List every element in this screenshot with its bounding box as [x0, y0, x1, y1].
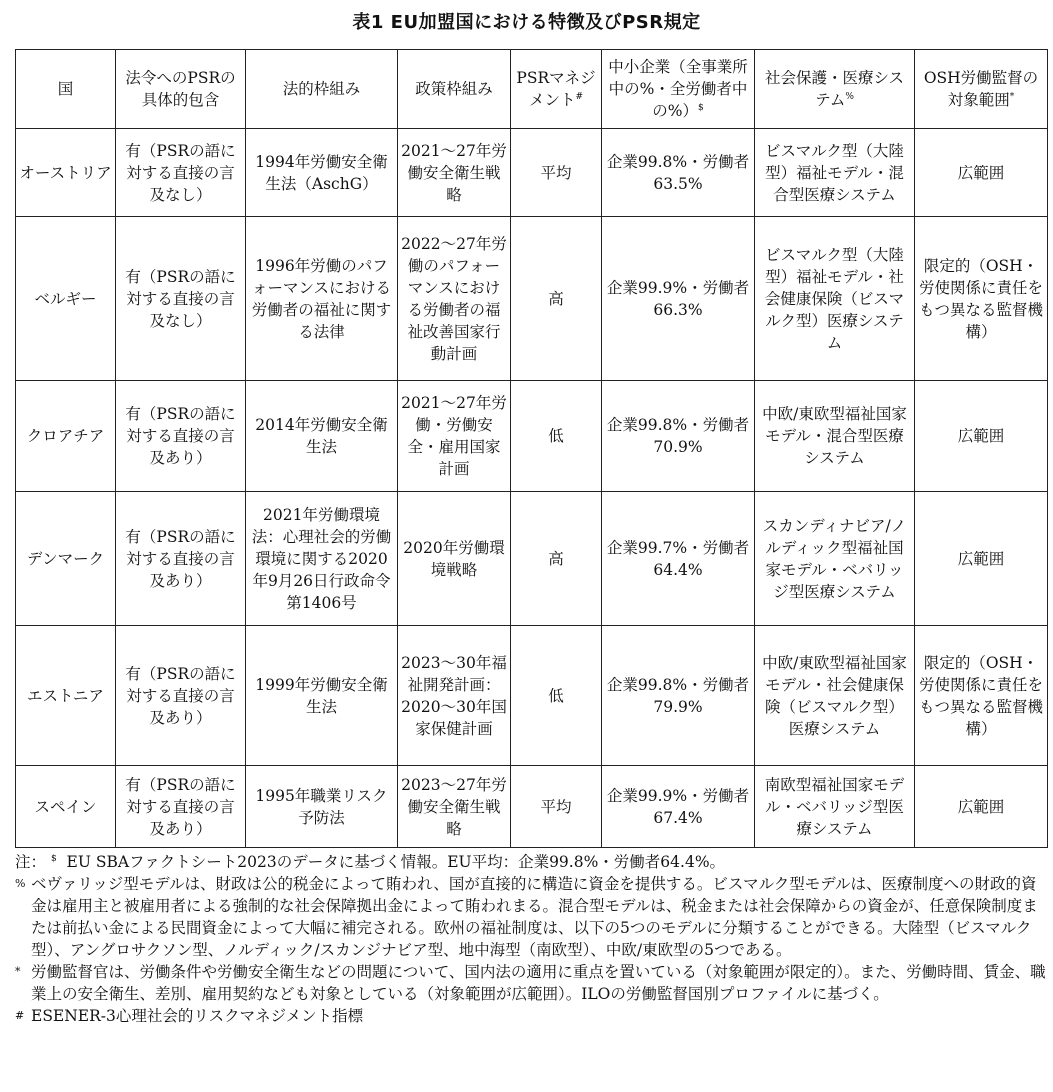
cell-osh-scope: 限定的（OSH・労使関係に責任をもつ異なる監督機構） [915, 626, 1048, 766]
table-notes [15, 851, 1047, 1027]
footnote-mark: % [15, 877, 26, 890]
cell-legal-framework: 1995年職業リスク予防法 [246, 766, 398, 848]
header-row [16, 50, 1048, 129]
cell-psr-inclusion: 有（PSRの語に対する直接の言及あり） [116, 381, 246, 492]
cell-psr-management: 低 [511, 626, 602, 766]
psr-table [15, 49, 1048, 848]
table-row [16, 217, 1048, 381]
cell-sme: 企業99.9%・労働者66.3% [602, 217, 755, 381]
header-sme: 中小企業（全事業所中の%・全労働者中の%）$ [602, 50, 755, 129]
cell-psr-inclusion: 有（PSRの語に対する直接の言及あり） [116, 492, 246, 626]
header-policy-framework: 政策枠組み [398, 50, 511, 129]
cell-country: デンマーク [16, 492, 116, 626]
table-row [16, 492, 1048, 626]
footnote-mark: % [845, 91, 854, 102]
cell-psr-management: 平均 [511, 129, 602, 217]
cell-psr-management: 平均 [511, 766, 602, 848]
footnote-mark: $ [698, 102, 704, 113]
cell-policy-framework: 2023～30年福祉開発計画：2020～30年国家保健計画 [398, 626, 511, 766]
cell-legal-framework: 2014年労働安全衛生法 [246, 381, 398, 492]
cell-policy-framework: 2022～27年労働のパフォーマンスにおける労働者の福祉改善国家行動計画 [398, 217, 511, 381]
cell-sme: 企業99.8%・労働者70.9% [602, 381, 755, 492]
cell-country: ベルギー [16, 217, 116, 381]
header-legal-framework: 法的枠組み [246, 50, 398, 129]
header-social-protection: 社会保護・医療システム% [755, 50, 915, 129]
cell-legal-framework: 1999年労働安全衛生法 [246, 626, 398, 766]
cell-psr-inclusion: 有（PSRの語に対する直接の言及なし） [116, 129, 246, 217]
cell-osh-scope: 広範囲 [915, 492, 1048, 626]
cell-legal-framework: 1994年労働安全衛生法（AschG） [246, 129, 398, 217]
header-psr-management: PSRマネジメント# [511, 50, 602, 129]
cell-country: エストニア [16, 626, 116, 766]
cell-osh-scope: 広範囲 [915, 381, 1048, 492]
cell-psr-inclusion: 有（PSRの語に対する直接の言及あり） [116, 766, 246, 848]
cell-psr-management: 低 [511, 381, 602, 492]
footnote-mark: # [15, 1009, 25, 1022]
cell-social-protection: ビスマルク型（大陸型）福祉モデル・混合型医療システム [755, 129, 915, 217]
header-osh-scope: OSH労働監督の対象範囲* [915, 50, 1048, 129]
footnote-mark: * [1009, 91, 1015, 102]
cell-psr-management: 高 [511, 217, 602, 381]
cell-psr-inclusion: 有（PSRの語に対する直接の言及なし） [116, 217, 246, 381]
note-esener [15, 1005, 1047, 1027]
cell-policy-framework: 2021～27年労働安全衛生戦略 [398, 129, 511, 217]
cell-osh-scope: 限定的（OSH・労使関係に責任をもつ異なる監督機構） [915, 217, 1048, 381]
cell-sme: 企業99.8%・労働者79.9% [602, 626, 755, 766]
note-sme [15, 851, 1047, 873]
cell-social-protection: スカンディナビア/ノルディック型福祉国家モデル・ベバリッジ型医療システム [755, 492, 915, 626]
cell-psr-management: 高 [511, 492, 602, 626]
cell-psr-inclusion: 有（PSRの語に対する直接の言及あり） [116, 626, 246, 766]
table-row [16, 766, 1048, 848]
table-row [16, 381, 1048, 492]
cell-social-protection: 南欧型福祉国家モデル・ベバリッジ型医療システム [755, 766, 915, 848]
note-text: ESENER-3心理社会的リスクマネジメント指標 [31, 1007, 364, 1025]
cell-country: クロアチア [16, 381, 116, 492]
header-country: 国 [16, 50, 116, 129]
footnote-mark: * [15, 965, 21, 978]
footnote-mark: $ [50, 853, 57, 864]
cell-osh-scope: 広範囲 [915, 129, 1048, 217]
cell-country: スペイン [16, 766, 116, 848]
table-row [16, 129, 1048, 217]
cell-sme: 企業99.9%・労働者67.4% [602, 766, 755, 848]
table-title: 表1 EU加盟国における特徴及びPSR規定 [352, 12, 701, 33]
cell-social-protection: 中欧/東欧型福祉国家モデル・混合型医療システム [755, 381, 915, 492]
cell-policy-framework: 2023～27年労働安全衛生戦略 [398, 766, 511, 848]
note-text: 労働監督官は、労働条件や労働安全衛生などの問題について、国内法の適用に重点を置いている（対象範囲が限定的）。また、労働時間、賃金、職業上の安全衛生、差別、雇用契約なども対象としている（対象範囲が広範囲）。ILOの労働監督国別プロファイルに基づく。 [31, 963, 1046, 1003]
cell-legal-framework: 2021年労働環境法：心理社会的労働環境に関する2020年9月26日行政命令第1406号 [246, 492, 398, 626]
note-text: EU SBAファクトシート2023のデータに基づく情報。EU平均：企業99.8%・労働者64.4%。 [66, 853, 726, 871]
note-welfare-models [15, 873, 1047, 961]
cell-sme: 企業99.7%・労働者64.4% [602, 492, 755, 626]
cell-country: オーストリア [16, 129, 116, 217]
cell-osh-scope: 広範囲 [915, 766, 1048, 848]
notes-prefix: 注： [15, 853, 47, 871]
cell-sme: 企業99.8%・労働者63.5% [602, 129, 755, 217]
header-psr-inclusion: 法令へのPSRの具体的包含 [116, 50, 246, 129]
cell-policy-framework: 2021～27年労働・労働安全・雇用国家計画 [398, 381, 511, 492]
footnote-mark: # [575, 91, 584, 102]
note-osh-inspection [15, 961, 1047, 1005]
cell-social-protection: 中欧/東欧型福祉国家モデル・社会健康保険（ビスマルク型）医療システム [755, 626, 915, 766]
cell-policy-framework: 2020年労働環境戦略 [398, 492, 511, 626]
table-row [16, 626, 1048, 766]
cell-social-protection: ビスマルク型（大陸型）福祉モデル・社会健康保険（ビスマルク型）医療システム [755, 217, 915, 381]
cell-legal-framework: 1996年労働のパフォーマンスにおける労働者の福祉に関する法律 [246, 217, 398, 381]
note-text: ベヴァリッジ型モデルは、財政は公的税金によって賄われ、国が直接的に構造に資金を提供する。ビスマルク型モデルは、医療制度への財政的資金は雇用主と被雇用者による強制的な社会保障拠出金によって賄われまる。混合型モデルは、税金または社会保障からの資金が、任意保険制度または前払い金による民間資金によって大幅に補完される。欧州の福祉制度は、以下の5つのモデルに分類することができる。大陸型（ビスマルク型）、アングロサクソン型、ノルディック/スカンジナビア型、地中海型（南欧型）、中欧/東欧型の5つである。 [31, 875, 1038, 959]
